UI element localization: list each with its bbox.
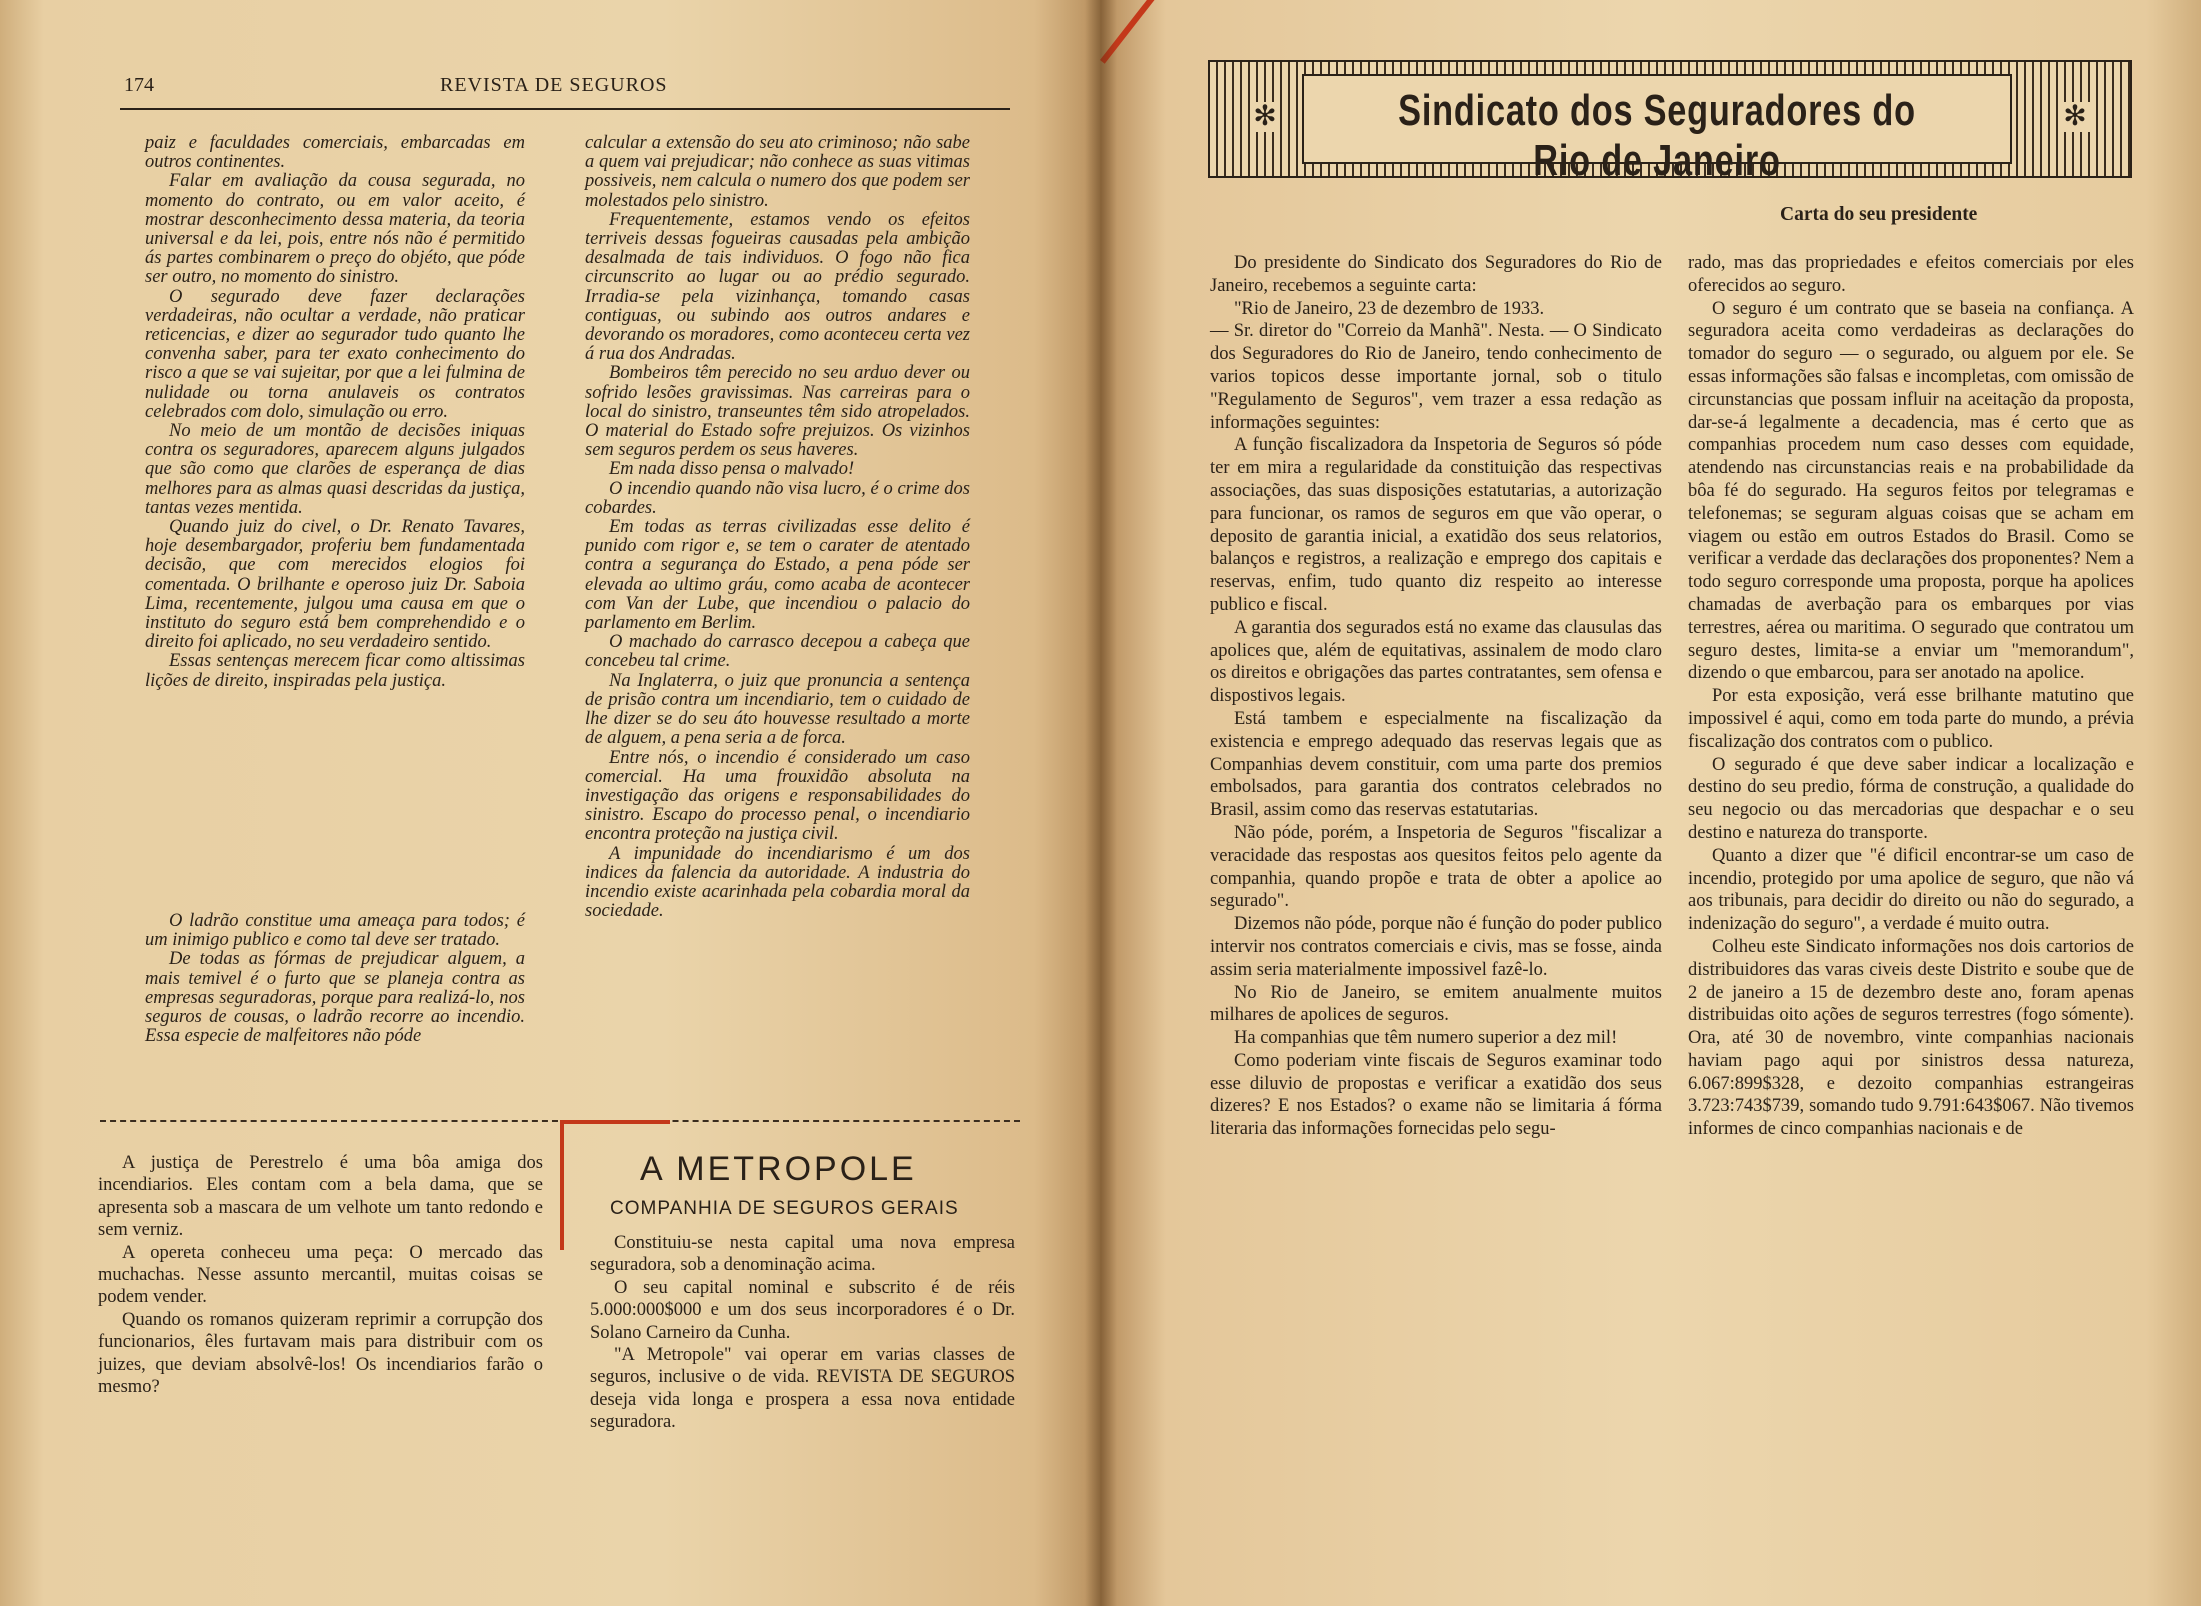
paragraph: — Sr. diretor do "Correio da Manhã". Nesta. — O Sindicato dos Seguradores do Rio de Janeiro, tendo conhecimento de varios topicos desse importante jornal, sob o titulo "Regulamento de Seguros", vem trazer a essa redação as informações seguintes:	[1210, 321, 1662, 433]
right-column-1	[1210, 252, 1662, 1141]
banner-title-panel	[1302, 74, 2012, 185]
paragraph: rado, mas das propriedades e efeitos comerciais por eles oferecidos ao seguro.	[1688, 253, 2134, 296]
paragraph: Dizemos não póde, porque não é função do poder publico intervir nos contratos comerciais e civis, mas se fosse, ainda assim seria materialmente impossivel fazê-lo.	[1210, 914, 1662, 980]
paragraph: O seguro é um contrato que se baseia na confiança. A seguradora aceita como verdadeiras as declarações do tomador do seguro — o segurado, ou alguem por ele. Se essas informações são falsas e incompletas, com omissão de circunstancias que possam influir na aceitação da proposta, dar-se-á legalmente a decadencia, mas é certo que as companhias procedem num caso desses com equidade, atendendo nas circunstancias reais e na probabilidade da bôa fé do segurado. Ha seguros feitos por telegramas e telefonemas; se seguram alguas coisas que se acham em viagem ou estão em outros Estados do Brasil. Como se verificar a verdade das declarações dos proponentes? Nem a todo seguro corresponde uma proposta, porque ha apolices chamadas de averbação para os embarques por vias terrestres, aérea ou maritima. O segurado que contratou um seguro destes, limita-se a enviar um "memorandum", dizendo o que embarcou, para ser anotado na apolice.	[1688, 298, 2134, 684]
left-column-1b	[145, 912, 525, 1046]
metropole-body	[590, 1232, 1015, 1434]
metropole-title: A METROPOLE	[640, 1150, 917, 1188]
metropole-notice	[560, 1120, 1020, 1450]
paragraph: Constituiu-se nesta capital uma nova empresa seguradora, sob a denominação acima.	[590, 1233, 1015, 1276]
page-number: 174	[124, 74, 154, 96]
paragraph: Quanto a dizer que "é dificil encontrar-se um caso de incendio, protegido por uma apolice de seguro, que não vá aos tribunais, para decidir do direito ou não do segurado, a indenização do seguro", a verdade é muito outra.	[1688, 845, 2134, 935]
paragraph: O seu capital nominal e subscrito é de réis 5.000:000$000 e um dos seus incorporadores é o Dr. Solano Carneiro da Cunha.	[590, 1277, 1015, 1343]
metropole-subtitle: COMPANHIA DE SEGUROS GERAIS	[610, 1198, 959, 1219]
paragraph: paiz e faculdades comerciais, embarcadas em outros continentes.	[145, 133, 525, 173]
paragraph: Como poderiam vinte fiscais de Seguros examinar todo esse diluvio de propostas e verificar a exatidão dos seus dizeres? E nos Estados? o exame não se limitaria á fórma literaria das informações fornecidas pelo segu-	[1210, 1050, 1662, 1140]
paragraph: De todas as fórmas de prejudicar alguem, a mais temivel é o furto que se planeja contra as empresas seguradoras, porque para realizá-lo, nos seguros de cousas, o ladrão recorre ao incendio. Essa especie de malfeitores não póde	[145, 949, 525, 1047]
banner-title: Sindicato dos Seguradores do Rio de Janeiro	[1398, 86, 1916, 185]
paragraph: Frequentemente, estamos vendo os efeitos terriveis dessas fogueiras causadas pela ambição desalmada de tais individuos. O fogo não fica circunscrito ao lugar ou ao prédio segurado. Irradia-se pela vizinhança, tomando casas contiguas, ou subindo aos outros andares e devorando os moradores, como aconteceu certa vez á rua dos Andradas.	[585, 209, 970, 365]
paragraph: O segurado é que deve saber indicar a localização e destino do seu predio, fórma de construção, a qualidade do seu negocio ou das mercadorias que despachar e o seu destino e natureza do transporte.	[1688, 754, 2134, 843]
asterisk-ornament-icon: ✻	[2060, 102, 2090, 132]
journal-name: REVISTA DE SEGUROS	[440, 74, 668, 96]
paragraph: O machado do carrasco decepou a cabeça que concebeu tal crime.	[585, 632, 970, 672]
paragraph: "A Metropole" vai operar em varias classes de seguros, inclusive o de vida. REVISTA DE SEGUROS deseja vida longa e prospera a essa nova entidade seguradora.	[590, 1345, 1015, 1433]
paragraph: O incendio quando não visa lucro, é o crime dos cobardes.	[585, 478, 970, 518]
running-head	[120, 72, 1010, 110]
paragraph: Do presidente do Sindicato dos Seguradores do Rio de Janeiro, recebemos a seguinte carta:	[1210, 253, 1662, 296]
paragraph: O ladrão constitue uma ameaça para todos; é um inimigo publico e como tal deve ser tratado.	[145, 911, 525, 951]
paragraph: calcular a extensão do seu ato criminoso; não sabe a quem vai prejudicar; não conhece as suas vitimas possiveis, nem calcula o numero dos que podem ser molestados pelo sinistro.	[585, 133, 970, 211]
paragraph: A garantia dos segurados está no exame das clausulas das apolices que, além de equitativas, assinalem de modo claro os direitos e obrigações das partes contratantes, sem ofensa e dispostivos legais.	[1210, 617, 1662, 707]
paragraph: A justiça de Perestrelo é uma bôa amiga dos incendiarios. Eles contam com a bela dama, que se apresenta sob a mascara de um velhote um tanto redondo e sem verniz.	[98, 1153, 543, 1241]
paragraph: Em todas as terras civilizadas esse delito é punido com rigor e, se tem o carater de atentado contra a segurança do Estado, a pena póde ser elevada ao ultimo gráu, como acaba de acontecer com Van der Lube, que incendiou o palacio do parlamento em Berlim.	[585, 517, 970, 634]
left-page	[0, 0, 1100, 1606]
right-column-2	[1688, 252, 2134, 1141]
paragraph: Quando juiz do civel, o Dr. Renato Tavares, hoje desembargador, proferiu bem fundamentada decisão, que com merecidos elogios foi comentada. O brilhante e operoso juiz Dr. Saboia Lima, recentemente, julgou uma causa em que o instituto do seguro está bem comprehendido e o direito foi aplicado, no seu verdadeiro sentido.	[145, 517, 525, 653]
paragraph: "Rio de Janeiro, 23 de dezembro de 1933.	[1234, 298, 1545, 319]
paragraph: Na Inglaterra, o juiz que pronuncia a sentença de prisão contra um incendiario, tem o cuidado de lhe dizer se do seu áto houvesse resultado a morte de alguem, a pena seria a de forca.	[585, 670, 970, 749]
paragraph: Falar em avaliação da cousa segurada, no momento do contrato, ou em valor aceito, é mostrar desconhecimento dessa materia, da teoria universal e da lei, pois, entre nós não é permitido ás partes combinarem o preço do objéto, que póde ser outro, no momento do sinistro.	[145, 171, 525, 288]
left-bottom-column	[98, 1152, 543, 1398]
paragraph: No Rio de Janeiro, se emitem anualmente muitos milhares de apolices de seguros.	[1210, 982, 1662, 1026]
paragraph: Em nada disso pensa o malvado!	[609, 459, 855, 480]
book-gutter	[1085, 0, 1117, 1606]
right-page	[1100, 0, 2201, 1606]
paragraph: Está tambem e especialmente na fiscalização da existencia e emprego adequado das reservas legais que as Companhias devem constituir, com uma parte dos premios embolsados, para garantia dos contratos celebrados no Brasil, assim como das reservas estatutarias.	[1210, 708, 1662, 821]
paragraph: No meio de um montão de decisões iniquas contra os seguradores, aparecem alguns julgados que são como que clarões de esperança de dias melhores para as almas quasi descridas da justiça, tantas vezes mentida.	[145, 421, 525, 518]
paragraph: Entre nós, o incendio é considerado um caso comercial. Ha uma frouxidão absoluta na investigação das origens e responsabilidades do sinistro. Escapo do processo penal, o incendiario encontra proteção na justiça civil.	[585, 747, 970, 845]
paragraph: O segurado deve fazer declarações verdadeiras, não ocultar a verdade, não praticar reticencias, e dizer ao segurador tudo quanto lhe convenha saber, para ter exato conhecimento do risco a que se vai sujeitar, por que a lei fulmina de nulidade ou torna anulaveis os contratos celebrados com dolo, simulação ou erro.	[145, 286, 525, 422]
paragraph: A impunidade do incendiarismo é um dos indices da falencia da autoridade. A industria do incendio existe acarinhada pela cobardia moral da sociedade.	[585, 843, 970, 922]
paragraph: Não póde, porém, a Inspetoria de Seguros "fiscalizar a veracidade das respostas aos quesitos feitos pelo agente da companhia, quando propõe e trata de obter a apolice ao segurado".	[1210, 822, 1662, 912]
left-column-2	[585, 134, 970, 921]
left-column-1	[145, 134, 525, 691]
article-title: Carta do seu presidente	[1780, 204, 1978, 225]
paragraph: A função fiscalizadora da Inspetoria de Seguros só póde ter em mira a regularidade da constituição das respectivas associações, das suas disposições estatutarias, a autorização para funcionar, os ramos de seguros em que vão operar, o deposito de garantia inicial, a exatidão dos seus relatorios, balanços e registros, a realização e emprego dos capitais e reservas, enfim, tudo quanto diz respeito ao interesse publico e fiscal.	[1210, 435, 1662, 615]
paragraph: Ha companhias que têm numero superior a dez mil!	[1234, 1028, 1618, 1049]
sindicato-banner	[1208, 60, 2132, 185]
paragraph: A opereta conheceu uma peça: O mercado das muchachas. Nesse assunto mercantil, muitas coisas se podem vender.	[98, 1242, 543, 1308]
paragraph: Colheu este Sindicato informações nos dois cartorios de distribuidores das varas civeis deste Distrito e soube que de 2 de janeiro a 15 de dezembro deste ano, foram apenas distribuidas oito ações de seguros terrestres (fogo sómente). Ora, até 30 de novembro, vinte companhias nacionais haviam pago aqui por sinistros dessa natureza, 6.067:899$328, e dezoito companhias estrangeiras 3.723:743$739, somando tudo 9.791:643$067. Não tivemos informes de cinco companhias nacionais e de	[1688, 936, 2134, 1140]
red-pencil-mark	[560, 1120, 564, 1250]
paragraph: Bombeiros têm perecido no seu arduo dever ou sofrido lesões gravissimas. Nas carreiras para o local do sinistro, transeuntes têm sido atropelados. O material do Estado sofre prejuizos. Os vizinhos sem seguros perdem os seus haveres.	[585, 363, 970, 461]
paragraph: Essas sentenças merecem ficar como altissimas lições de direito, inspiradas pela justiça.	[145, 651, 525, 691]
asterisk-ornament-icon: ✻	[1250, 102, 1280, 132]
paragraph: Quando os romanos quizeram reprimir a corrupção dos funcionarios, êles furtavam mais para distribuir com os juizes, que deviam absolvê-los! Os incendiarios farão o mesmo?	[98, 1309, 543, 1398]
paragraph: Por esta exposição, verá esse brilhante matutino que impossivel é aqui, como em toda parte do mundo, a prévia fiscalização dos contratos com o publico.	[1688, 686, 2134, 752]
red-pencil-mark	[560, 1120, 670, 1124]
